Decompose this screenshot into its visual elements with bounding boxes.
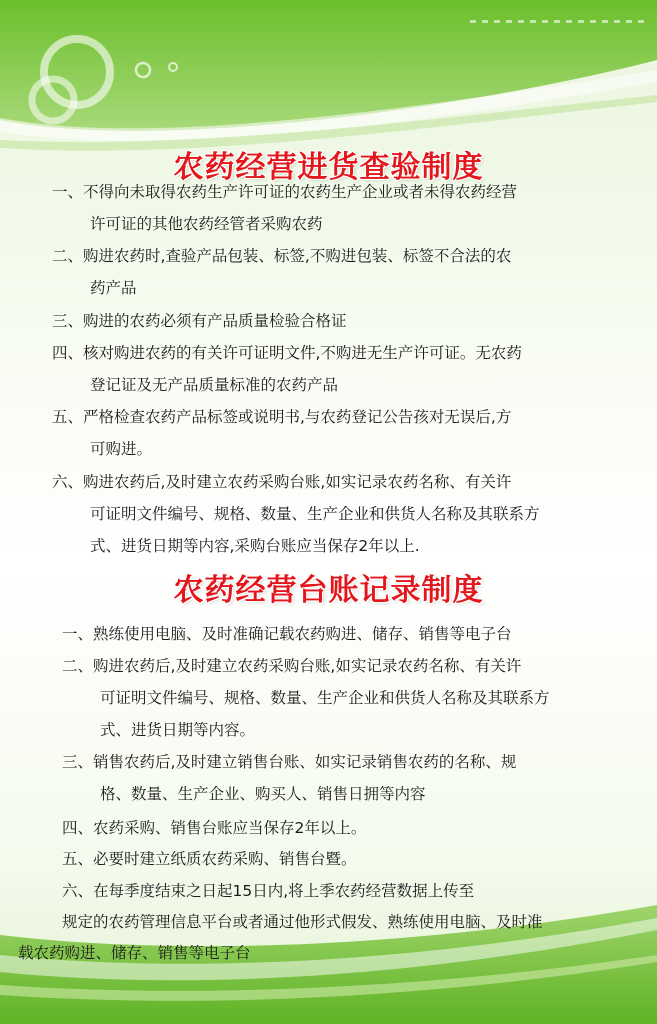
section2-title: 农药经营台账记录制度	[173, 573, 484, 608]
section2-item-5-line-1: 五、必要时建立纸质农药采购、销售台暨。	[62, 850, 357, 868]
section1-item-4-line-2: 登记证及无产品质量标准的农药产品	[90, 376, 339, 394]
section1-item-5-line-1: 五、严格检查农药产品标签或说明书,与农药登记公告孩对无误后,方	[52, 408, 512, 426]
section2-item-2-line-1: 二、购进农药后,及时建立农药采购台账,如实记录农药名称、有关许	[62, 657, 522, 675]
section2-item-4-line-1: 四、农药采购、销售台账应当保存2年以上。	[62, 819, 367, 837]
section1-title: 农药经营进货查验制度	[173, 150, 484, 185]
section2-item-1-line-1: 一、熟练使用电脑、及时准确记载农药购进、储存、销售等电子台	[62, 625, 512, 643]
section1-item-4-line-1: 四、核对购进农药的有关许可证明文件,不购进无生产许可证。无农药	[52, 344, 522, 362]
section2-item-6-line-3: 载农药购进、储存、销售等电子台	[18, 944, 251, 962]
section2-item-2-line-2: 可证明文件编号、规格、数量、生产企业和供货人名称及其联系方	[100, 689, 550, 707]
section1-item-2-line-1: 二、购进农药时,查验产品包装、标签,不购进包装、标签不合法的农	[52, 247, 512, 265]
section1-item-6-line-2: 可证明文件编号、规格、数量、生产企业和供货人名称及其联系方	[90, 505, 540, 523]
section1-item-3-line-1: 三、购进的农药必须有产品质量检验合格证	[52, 312, 347, 330]
section1-item-6-line-3: 式、进货日期等内容,采购台账应当保存2年以上.	[90, 537, 420, 555]
section1-item-1-line-1: 一、不得向未取得农药生产许可证的农药生产企业或者未得农药经营	[52, 183, 518, 201]
section2-item-2-line-3: 式、进货日期等内容。	[100, 721, 256, 739]
section1-item-1-line-2: 许可证的其他农药经管者采购农药	[90, 215, 323, 233]
section1-item-6-line-1: 六、购进农药后,及时建立农药采购台账,如实记录农药名称、有关许	[52, 473, 512, 491]
section2-item-3-line-2: 格、数量、生产企业、购买人、销售日拥等内容	[100, 785, 426, 803]
section2-item-6-line-2: 规定的农药管理信息平台或者通过他形式假发、熟练使用电脑、及时准	[62, 913, 543, 931]
section2-item-3-line-1: 三、销售农药后,及时建立销售台账、如实记录销售农药的名称、规	[62, 753, 517, 771]
section1-item-5-line-2: 可购进。	[90, 440, 153, 458]
section1-item-2-line-2: 药产品	[90, 279, 137, 297]
section2-item-6-line-1: 六、在每季度结束之日起15日内,将上季农药经营数据上传至	[62, 882, 475, 900]
